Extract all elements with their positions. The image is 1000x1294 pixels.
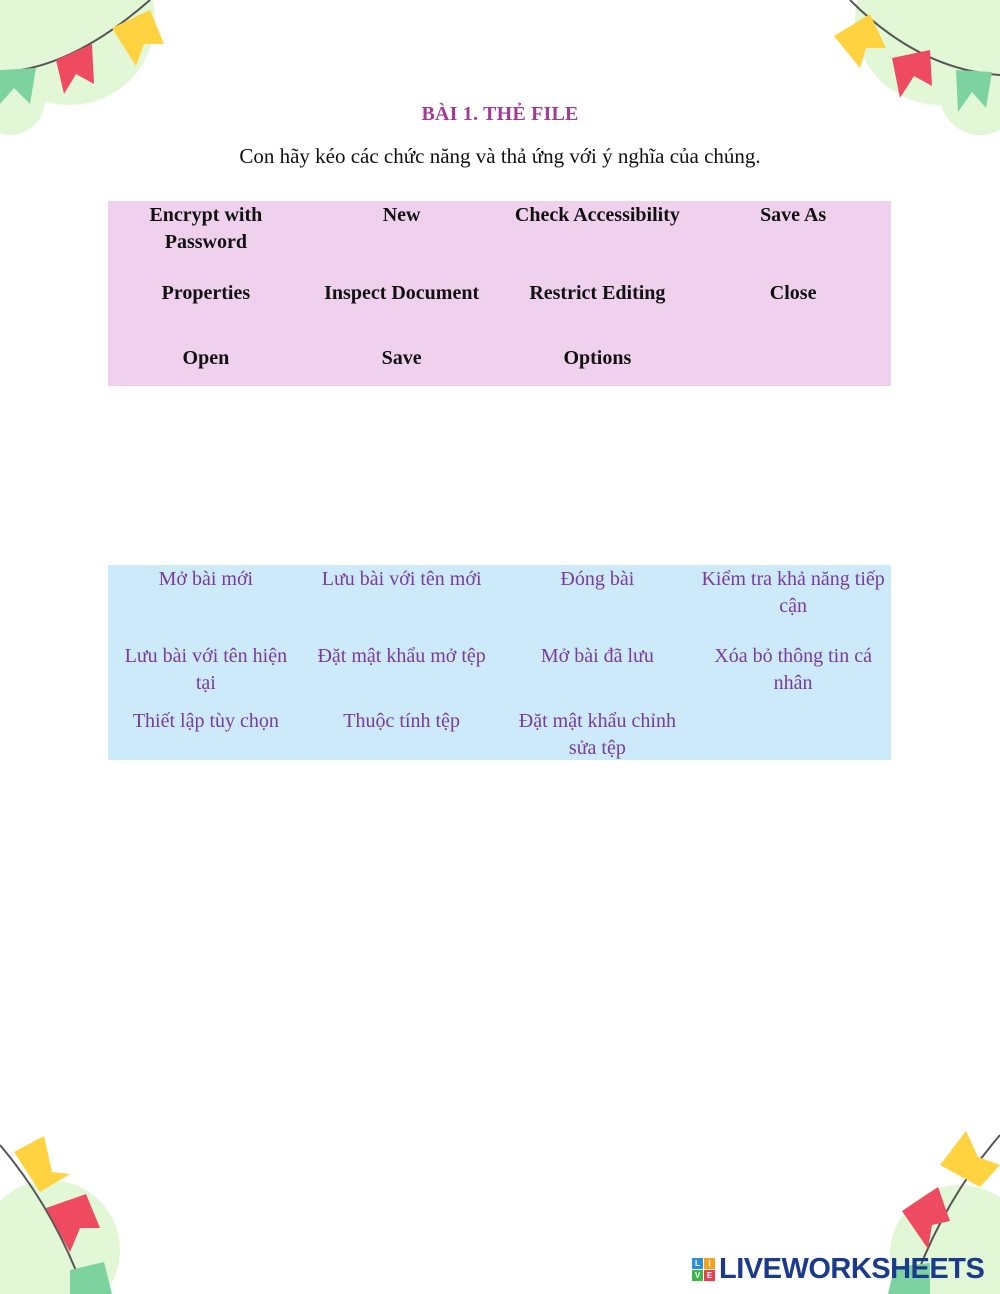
function-item[interactable]: New xyxy=(382,204,421,226)
bunting-bottom-left xyxy=(0,1130,150,1294)
function-item[interactable]: Check Accessibility xyxy=(514,204,680,226)
function-item[interactable]: Open xyxy=(182,347,230,369)
function-item[interactable]: Inspect Document xyxy=(324,282,480,304)
function-item[interactable]: Properties xyxy=(161,282,251,304)
function-item[interactable]: Close xyxy=(769,282,817,304)
meaning-drop-target[interactable]: Đóng bài xyxy=(560,568,635,590)
function-item[interactable]: Encrypt with Password xyxy=(149,204,263,253)
meaning-drop-target[interactable]: Thiết lập tùy chọn xyxy=(132,710,279,732)
meaning-drop-target[interactable]: Mở bài đã lưu xyxy=(540,645,654,667)
meaning-grid xyxy=(108,565,891,760)
meaning-drop-target[interactable]: Lưu bài với tên hiện tại xyxy=(124,645,288,694)
function-empty-slot xyxy=(695,344,891,386)
function-item[interactable]: Restrict Editing xyxy=(529,282,666,304)
logo-text: LIVEWORKSHEETS xyxy=(719,1252,985,1285)
meaning-drop-target[interactable]: Lưu bài với tên mới xyxy=(321,568,482,590)
meaning-empty-slot xyxy=(695,707,891,760)
meaning-drop-target[interactable]: Đặt mật khẩu mở tệp xyxy=(317,645,486,667)
worksheet-instruction: Con hãy kéo các chức năng và thả ứng với ý nghĩa của chúng. xyxy=(239,144,761,168)
function-item[interactable]: Save As xyxy=(760,204,827,226)
liveworksheets-logo[interactable] xyxy=(692,1252,984,1286)
liveworksheets-logo-icon: L I V E xyxy=(692,1258,715,1281)
function-item[interactable]: Save xyxy=(381,347,422,369)
meaning-drop-target[interactable]: Đặt mật khẩu chỉnh sửa tệp xyxy=(518,710,676,759)
meaning-drop-target[interactable]: Mở bài mới xyxy=(158,568,254,590)
meaning-drop-target[interactable]: Kiểm tra khả năng tiếp cận xyxy=(701,568,885,617)
worksheet-title: BÀI 1. THẺ FILE xyxy=(421,103,579,125)
function-item[interactable]: Options xyxy=(563,347,632,369)
meaning-drop-target[interactable]: Thuộc tính tệp xyxy=(343,710,460,732)
function-grid xyxy=(108,201,891,386)
meaning-drop-target[interactable]: Xóa bỏ thông tin cá nhân xyxy=(714,645,872,694)
